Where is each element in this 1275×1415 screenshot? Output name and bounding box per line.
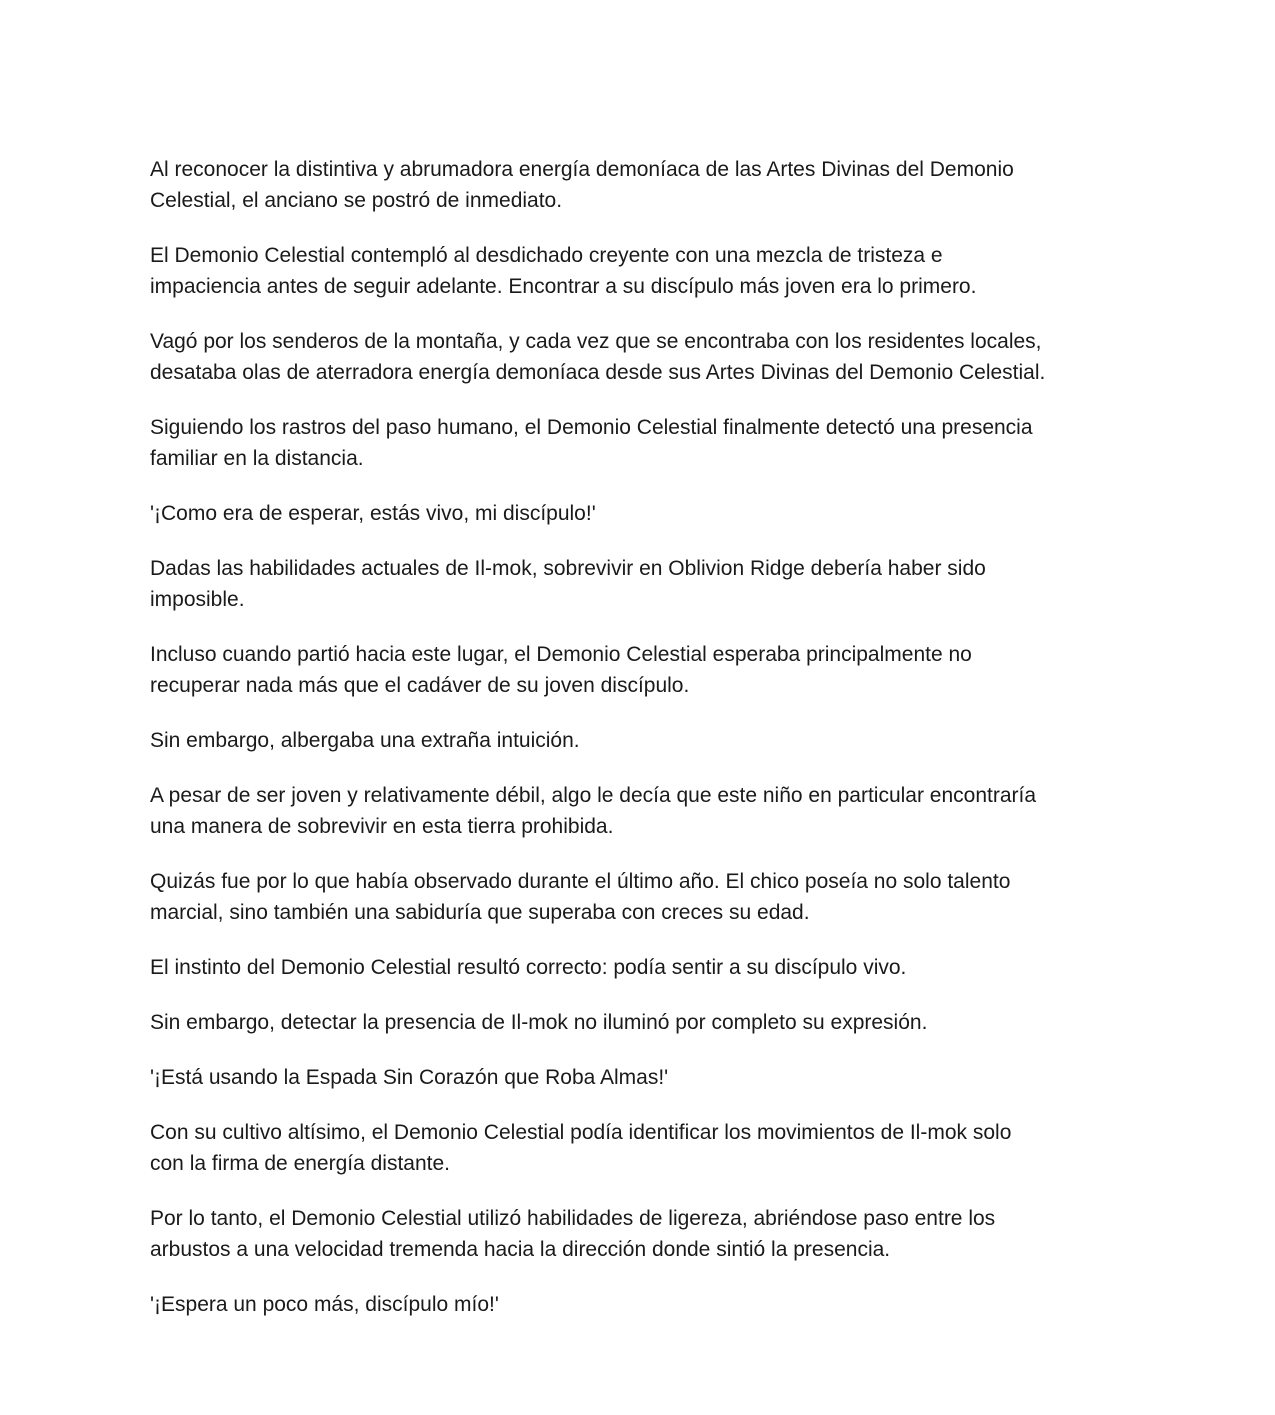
paragraph-6: Dadas las habilidades actuales de Il-mok, sobrevivir en Oblivion Ridge debería haber sido imposible.	[150, 557, 986, 611]
paragraph-4: Siguiendo los rastros del paso humano, el Demonio Celestial finalmente detectó una presencia familiar en la distancia.	[150, 416, 1033, 470]
paragraph-12: Sin embargo, detectar la presencia de Il-mok no iluminó por completo su expresión.	[150, 1011, 928, 1034]
paragraph-3: Vagó por los senderos de la montaña, y cada vez que se encontraba con los residentes locales, desataba olas de aterradora energía demoníaca desde sus Artes Divinas del Demonio Celestial.	[150, 330, 1046, 384]
paragraph-15: Por lo tanto, el Demonio Celestial utilizó habilidades de ligereza, abriéndose paso entre los arbustos a una velocidad tremenda hacia la dirección donde sintió la presencia.	[150, 1207, 996, 1261]
paragraph-5: '¡Como era de esperar, estás vivo, mi discípulo!'	[150, 502, 596, 525]
paragraph-1: Al reconocer la distintiva y abrumadora energía demoníaca de las Artes Divinas del Demonio Celestial, el anciano se postró de inmediato.	[150, 158, 1014, 212]
paragraph-13: '¡Está usando la Espada Sin Corazón que Roba Almas!'	[150, 1066, 669, 1089]
paragraph-10: Quizás fue por lo que había observado durante el último año. El chico poseía no solo talento marcial, sino también una sabiduría que superaba con creces su edad.	[150, 870, 1011, 924]
paragraph-2: El Demonio Celestial contempló al desdichado creyente con una mezcla de tristeza e impaciencia antes de seguir adelante. Encontrar a su discípulo más joven era lo primero.	[150, 244, 977, 298]
paragraph-8: Sin embargo, albergaba una extraña intuición.	[150, 729, 580, 752]
document-body	[150, 154, 1140, 1344]
paragraph-7: Incluso cuando partió hacia este lugar, el Demonio Celestial esperaba principalmente no recuperar nada más que el cadáver de su joven discípulo.	[150, 643, 972, 697]
paragraph-9: A pesar de ser joven y relativamente débil, algo le decía que este niño en particular encontraría una manera de sobrevivir en esta tierra prohibida.	[150, 784, 1037, 838]
paragraph-11: El instinto del Demonio Celestial resultó correcto: podía sentir a su discípulo vivo.	[150, 956, 907, 979]
paragraph-16: '¡Espera un poco más, discípulo mío!'	[150, 1293, 499, 1316]
paragraph-14: Con su cultivo altísimo, el Demonio Celestial podía identificar los movimientos de Il-mok solo con la firma de energía distante.	[150, 1121, 1012, 1175]
